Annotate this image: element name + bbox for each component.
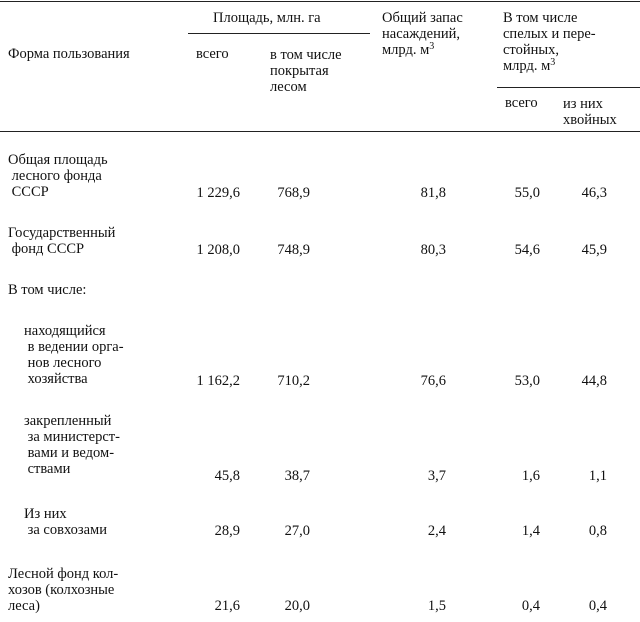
header-bottom-rule [0, 131, 640, 132]
cell-mature-total: 53,0 [514, 373, 540, 389]
mature-group-rule [497, 87, 640, 88]
cell-stock: 76,6 [420, 373, 446, 389]
cell-mature-conifer: 1,1 [588, 468, 607, 484]
header-stock-superscript: 3 [429, 41, 435, 52]
row-label: находящийся в ведении орга- нов лесного хозяйства [24, 323, 124, 387]
row-label: Общая площадь лесного фонда СССР [8, 152, 108, 200]
cell-stock: 80,3 [420, 242, 446, 258]
cell-mature-total: 0,4 [521, 598, 540, 614]
cell-area-forested: 20,0 [284, 598, 310, 614]
cell-mature-conifer: 46,3 [581, 185, 607, 201]
row-label: Лесной фонд кол- хозов (колхозные леса) [8, 566, 119, 614]
header-form-of-use: Форма пользования [8, 46, 130, 62]
cell-area-total: 1 208,0 [196, 242, 240, 258]
cell-mature-total: 1,4 [521, 523, 540, 539]
cell-area-total: 28,9 [214, 523, 240, 539]
cell-area-total: 1 162,2 [196, 373, 240, 389]
cell-stock: 2,4 [427, 523, 446, 539]
row-label: В том числе: [8, 282, 87, 298]
cell-area-forested: 748,9 [277, 242, 310, 258]
cell-area-total: 1 229,6 [196, 185, 240, 201]
cell-area-forested: 768,9 [277, 185, 310, 201]
header-stock-text: Общий запас насаждений, млрд. м [382, 10, 463, 58]
cell-mature-conifer: 44,8 [581, 373, 607, 389]
cell-stock: 1,5 [427, 598, 446, 614]
header-total-stock [382, 10, 463, 58]
cell-stock: 3,7 [427, 468, 446, 484]
cell-mature-conifer: 0,4 [588, 598, 607, 614]
area-group-rule [188, 33, 370, 34]
cell-area-forested: 710,2 [277, 373, 310, 389]
header-area-group: Площадь, млн. га [213, 10, 321, 26]
cell-area-total: 21,6 [214, 598, 240, 614]
cell-mature-total: 55,0 [514, 185, 540, 201]
cell-mature-conifer: 0,8 [588, 523, 607, 539]
cell-mature-conifer: 45,9 [581, 242, 607, 258]
header-area-total: всего [196, 46, 229, 62]
header-mature-superscript: 3 [550, 57, 556, 68]
header-mature-group [503, 10, 596, 74]
header-mature-text: В том числе спелых и пере- стойных, млрд. м [503, 10, 596, 74]
row-label: Из них за совхозами [24, 506, 107, 538]
cell-stock: 81,8 [420, 185, 446, 201]
cell-area-forested: 38,7 [284, 468, 310, 484]
cell-mature-total: 1,6 [521, 468, 540, 484]
header-top-rule [0, 1, 640, 2]
cell-area-total: 45,8 [214, 468, 240, 484]
row-label: закрепленный за министерст- вами и ведом- ствами [24, 413, 120, 477]
cell-mature-total: 54,6 [514, 242, 540, 258]
row-label: Государственный фонд СССР [8, 225, 116, 257]
header-mature-total: всего [505, 95, 538, 111]
header-mature-conifer: из них хвойных [563, 96, 617, 128]
header-area-forested: в том числе покрытая лесом [270, 47, 342, 95]
cell-area-forested: 27,0 [284, 523, 310, 539]
